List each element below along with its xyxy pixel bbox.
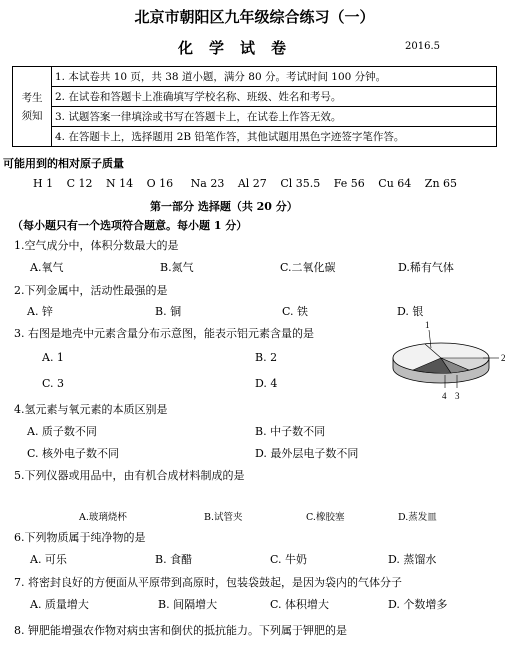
question-stem: 2.下列金属中，活动性最强的是 xyxy=(14,284,168,297)
section-instruction: （每小题只有一个选项符合题意。每小题 1 分） xyxy=(12,219,248,232)
question-stem: 3. 右图是地壳中元素含量分布示意图，能表示铝元素含量的是 xyxy=(14,327,314,340)
figure-label-1: 1 xyxy=(425,320,430,330)
atomic-mass-value: Cu 64 xyxy=(378,177,412,190)
question-stem: 4.氢元素与氧元素的本质区别是 xyxy=(14,403,168,416)
figure-label-4: 4 xyxy=(442,391,447,401)
notice-item: 2. 在试卷和答题卡上准确填写学校名称、班级、姓名和考号。 xyxy=(52,87,497,107)
option-c: C. 核外电子数不同 xyxy=(27,447,120,460)
subject-title: 化学试卷 xyxy=(178,39,303,57)
option-c: C. 牛奶 xyxy=(270,553,308,566)
option-b: B.试管夹 xyxy=(204,512,243,523)
atomic-mass-value: Na 23 xyxy=(190,177,225,190)
atomic-mass-value: Fe 56 xyxy=(333,177,365,190)
page-title: 北京市朝阳区九年级综合练习（一） xyxy=(134,8,375,26)
option-a: A. 锌 xyxy=(27,305,53,318)
question-stem: 7. 将密封良好的方便面从平原带到高原时，包装袋鼓起，是因为袋内的气体分子 xyxy=(14,576,402,589)
option-d: D. 蒸馏水 xyxy=(388,553,437,566)
option-b: B. 中子数不同 xyxy=(255,425,326,438)
atomic-mass-value: O 16 xyxy=(146,177,174,190)
notice-label-line2: 须知 xyxy=(21,109,43,122)
atomic-mass-value: Zn 65 xyxy=(424,177,458,190)
option-c: C. 体积增大 xyxy=(270,598,330,611)
atomic-mass-value: H 1 xyxy=(33,177,54,190)
exam-notice-table xyxy=(12,66,497,147)
crust-element-pie-diagram xyxy=(385,320,509,404)
atomic-mass-value: N 14 xyxy=(106,177,134,190)
option-d: D. 银 xyxy=(397,305,424,318)
notice-label xyxy=(13,67,52,147)
option-a: A. 1 xyxy=(42,351,64,364)
question-stem: 6.下列物质属于纯净物的是 xyxy=(14,531,146,544)
option-d: D. 4 xyxy=(255,377,278,390)
option-b: B. 2 xyxy=(255,351,278,364)
atomic-mass-row xyxy=(33,177,457,190)
notice-item: 3. 试题答案一律填涂或书写在答题卡上，在试卷上作答无效。 xyxy=(52,107,497,127)
figure-label-2: 2 xyxy=(501,353,506,363)
option-d: D.蒸发皿 xyxy=(398,512,437,523)
section-title: 第一部分 选择题（共 20 分） xyxy=(150,200,298,213)
option-b: B.氮气 xyxy=(160,261,194,274)
option-d: D.稀有气体 xyxy=(398,261,454,274)
option-d: D. 个数增多 xyxy=(388,598,448,611)
atomic-mass-heading: 可能用到的相对原子质量 xyxy=(3,157,124,170)
question-stem: 1.空气成分中，体积分数最大的是 xyxy=(14,239,179,252)
atomic-mass-value: C 12 xyxy=(66,177,93,190)
figure-label-3: 3 xyxy=(455,391,460,401)
option-c: C.二氧化碳 xyxy=(280,261,336,274)
notice-item: 1. 本试卷共 10 页，共 38 道小题，满分 80 分。考试时间 100 分钟。 xyxy=(52,67,497,87)
atomic-mass-value: Al 27 xyxy=(237,177,267,190)
option-d: D. 最外层电子数不同 xyxy=(255,447,359,460)
option-b: B. 铜 xyxy=(155,305,182,318)
atomic-mass-value: Cl 35.5 xyxy=(280,177,321,190)
exam-date: 2016.5 xyxy=(405,41,440,52)
notice-label-line1: 考生 xyxy=(21,91,43,104)
question-stem: 5.下列仪器或用品中，由有机合成材料制成的是 xyxy=(14,469,245,482)
option-c: C. 3 xyxy=(42,377,65,390)
option-b: B. 间隔增大 xyxy=(158,598,218,611)
option-a: A.氧气 xyxy=(30,261,64,274)
notice-item: 4. 在答题卡上，选择题用 2B 铅笔作答，其他试题用黑色字迹签字笔作答。 xyxy=(52,127,497,147)
option-c: C. 铁 xyxy=(282,305,309,318)
option-a: A.玻璃烧杯 xyxy=(79,512,127,523)
option-a: A. 可乐 xyxy=(30,553,67,566)
option-c: C.橡胶塞 xyxy=(306,512,345,523)
question-stem: 8. 钾肥能增强农作物对病虫害和倒伏的抵抗能力。下列属于钾肥的是 xyxy=(14,624,347,637)
option-a: A. 质子数不同 xyxy=(27,425,97,438)
option-b: B. 食醋 xyxy=(155,553,193,566)
option-a: A. 质量增大 xyxy=(30,598,89,611)
